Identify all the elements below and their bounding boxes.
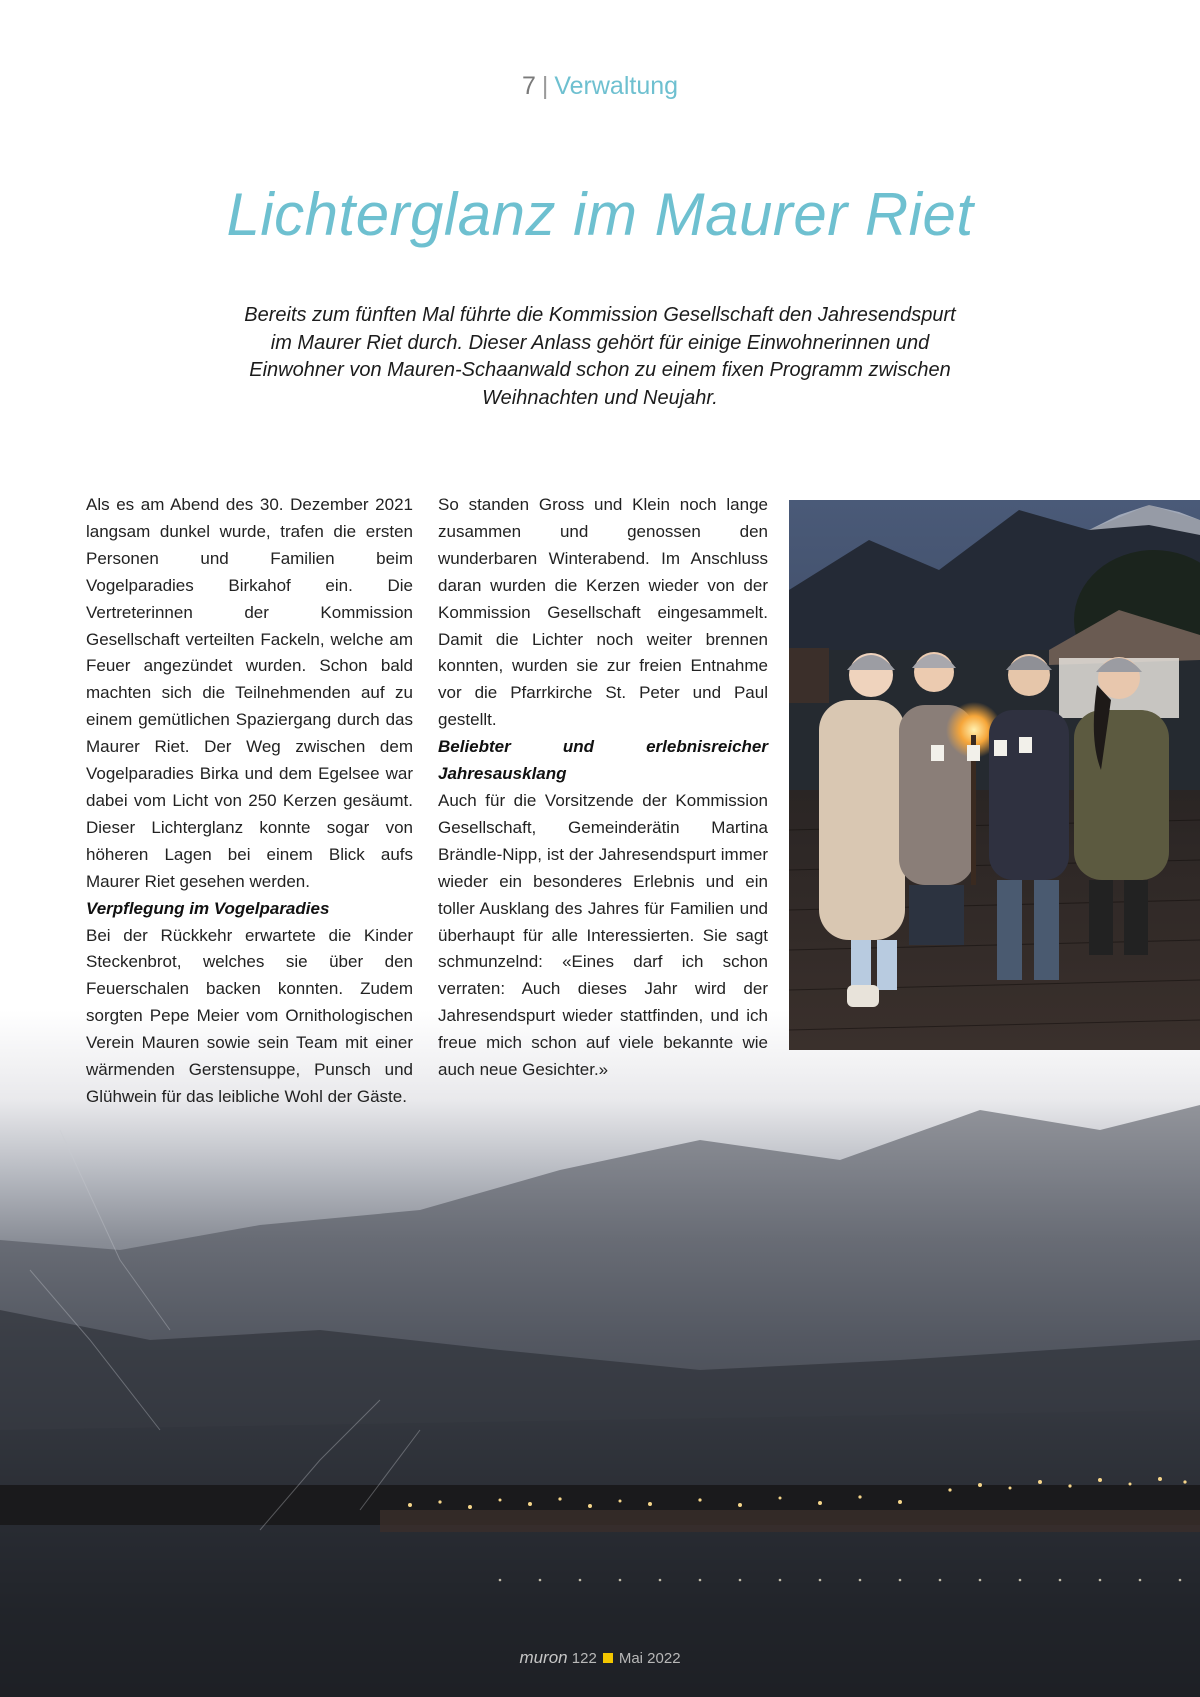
group-photo-illustration	[789, 500, 1200, 1050]
article-column-2	[438, 492, 768, 1084]
issue-date: Mai 2022	[618, 1650, 681, 1667]
magazine-name: muron	[519, 1648, 568, 1667]
landscape-illustration	[0, 1010, 1200, 1697]
page-footer	[0, 1648, 1200, 1668]
column1-subhead: Verpflegung im Vogelparadies	[86, 898, 330, 918]
section-name: Verwaltung	[554, 72, 679, 100]
article-column-1	[86, 492, 413, 1111]
column1-paragraph-2: Bei der Rückkehr erwartete die Kinder Steckenbrot, welches sie über den Feuerschalen backen konnten. Zudem sorgten Pepe Meier vom Ornithologischen Verein Mauren sowie sein Team mit einer wärmenden Gerstensuppe, Punsch und Glühwein für das leibliche Wohl der Gäste.	[86, 925, 413, 1106]
column2-subhead: Beliebter und erlebnisreicher Jahresausklang	[438, 737, 768, 784]
issue-number: 122	[571, 1650, 597, 1667]
page-header	[0, 72, 1200, 101]
page-number: 7	[521, 72, 536, 100]
article-title: Lichterglanz im Maurer Riet	[226, 181, 974, 248]
column1-paragraph-1: Als es am Abend des 30. Dezember 2021 langsam dunkel wurde, trafen die ersten Personen und Familien beim Vogelparadies Birkahof ein. Die Vertreterinnen der Kommission Gesellschaft verteilten Fackeln, welche am Feuer angezündet wurden. Schon bald machten sich die Teilnehmenden auf zu einem gemütlichen Spaziergang durch das Maurer Riet. Der Weg zwischen dem Vogelparadies Birka und dem Egelsee war dabei vom Licht von 250 Kerzen gesäumt. Dieser Lichterglanz konnte sogar von höheren Lagen bei einem Blick aufs Maurer Riet gesehen werden.	[86, 495, 413, 891]
article-lead: Bereits zum fünften Mal führte die Kommission Gesellschaft den Jahresendspurt im Maurer Riet durch. Dieser Anlass gehört für einige Einwohnerinnen und Einwohner von Mauren-Schaanwald schon zu einem fixen Programm zwischen Weihnachten und Neujahr.	[244, 304, 956, 409]
background-landscape-photo	[0, 1010, 1200, 1697]
header-separator: |	[541, 72, 549, 100]
column2-paragraph-1: So standen Gross und Klein noch lange zusammen und genossen den wunderbaren Winterabend. Im Anschluss daran wurden die Kerzen wieder von der Kommission Gesellschaft eingesammelt. Damit die Lichter noch weiter brennen konnten, wurden sie zur freien Entnahme vor die Pfarrkirche St. Peter und Paul gestellt.	[438, 495, 768, 730]
footer-square-icon	[603, 1653, 613, 1663]
column2-paragraph-2: Auch für die Vorsitzende der Kommission Gesellschaft, Gemeinderätin Martina Brändle-Nipp, ist der Jahresendspurt immer wieder ein besonderes Erlebnis und ein toller Ausklang des Jahres für Familien und überhaupt für alle Interessierten. Sie sagt schmunzelnd: «Eines darf ich schon verraten: Auch dieses Jahr wird der Jahresendspurt wieder stattfinden, und ich freue mich schon auf viele bekannte wie auch neue Gesichter.»	[438, 790, 768, 1080]
group-photo	[789, 500, 1200, 1050]
